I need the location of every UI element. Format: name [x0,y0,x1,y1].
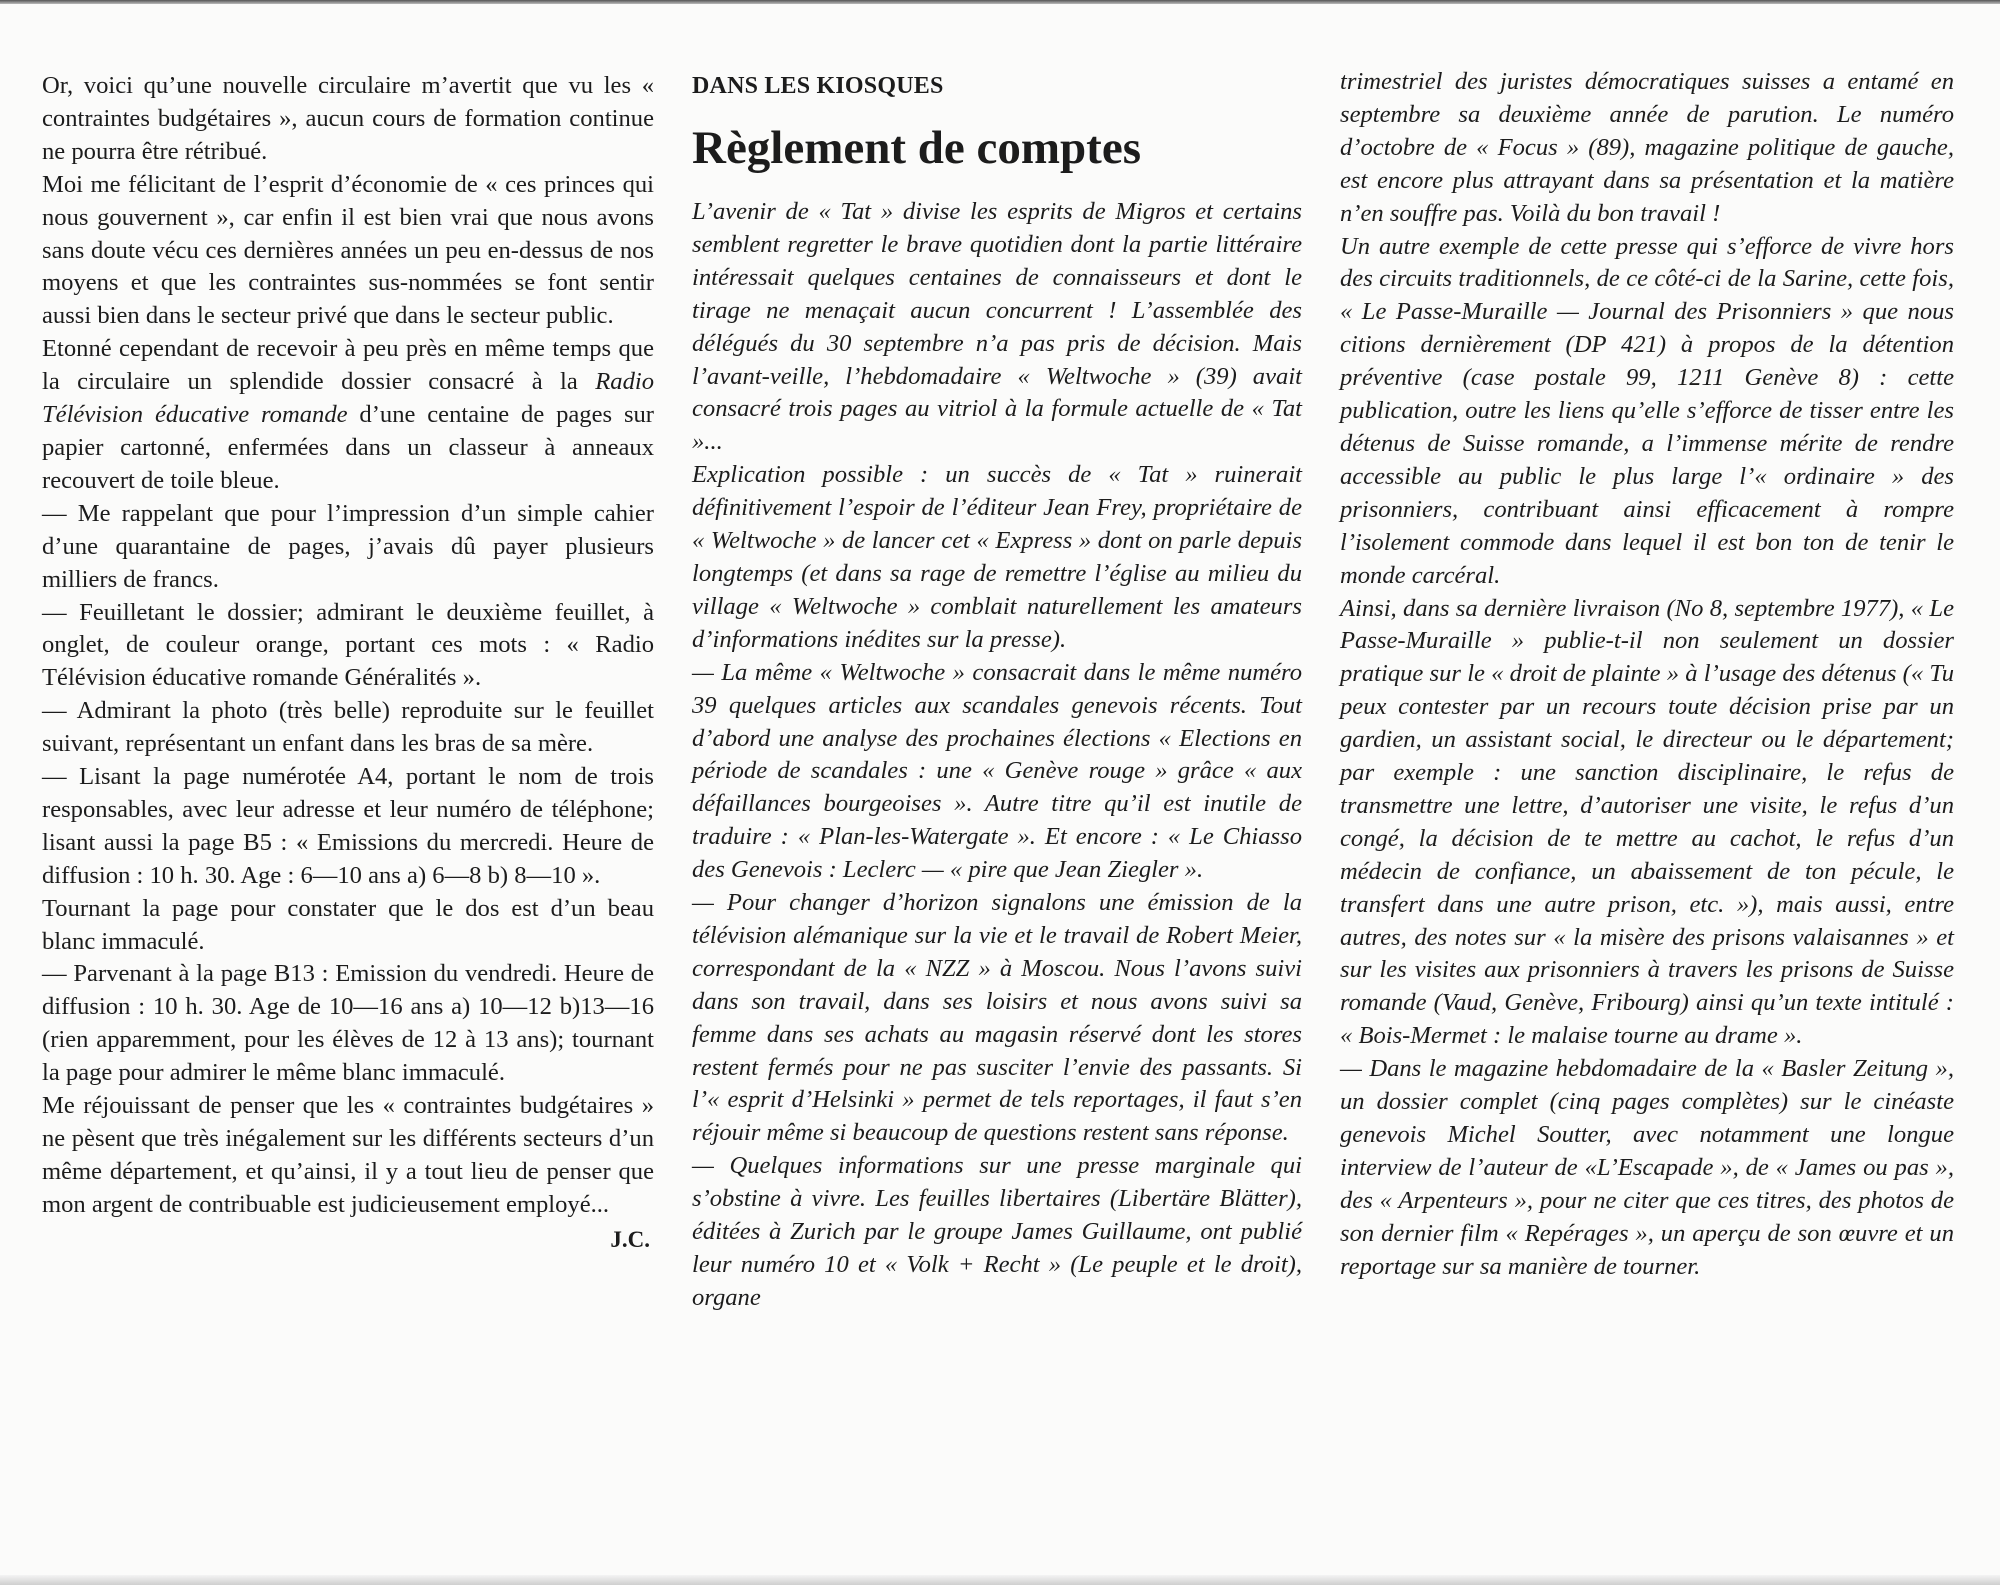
left-paragraph-10: Me réjouissant de penser que les « contraintes budgétaires » ne pèsent que très inégalement sur les différents secteurs d’un même département, et qu’ainsi, il y a tout lieu de penser que mon argent de contribuable est judicieusement employé... [42,1092,654,1218]
right-paragraph-3: Ainsi, dans sa dernière livraison (No 8, septembre 1977), « Le Passe-Muraille » publie-t-il non seulement un dossier pratique sur le « droit de plainte » à l’usage des détenus (« Tu peux contester par un recours toute décision prise par un gardien, un assistant social, le directeur ou le département; par exemple : une sanction disciplinaire, le refus de transmettre une lettre, d’autoriser une visite, le refus d’un congé, la décision de te mettre au cachot, le refus d’un médecin de confiance, un abaissement de ton pécule, le transfert dans une autre prison, etc. »), mais aussi, entre autres, des notes sur « la misère des prisons valaisannes » et sur les visites aux prisonniers à travers les prisons de Suisse romande (Vaud, Genève, Fribourg) ainsi qu’un texte intitulé : « Bois-Mermet : le malaise tourne au drame ». [1340,594,1954,1050]
left-paragraph-3-text: Etonné cependant de recevoir à peu près en même temps que la circulaire un splendide dossier consacré à la [42,335,654,396]
scan-top-edge [0,0,2000,4]
right-paragraph-4: — Dans le magazine hebdomadaire de la « Basler Zeitung », un dossier complet (cinq pages complètes) sur le cinéaste genevois Michel Soutter, avec notamment une longue interview de l’auteur de «L’Escapade », de « James ou pas », des « Arpenteurs », pour ne citer que ces titres, des photos de son dernier film « Repérages », un aperçu de son œuvre et un reportage sur sa manière de tourner. [1340,1055,1954,1280]
mid-paragraph-2: Explication possible : un succès de « Tat » ruinerait définitivement l’espoir de l’éditeur Jean Frey, propriétaire de « Weltwoche » de lancer cet « Express » dont on parle depuis longtemps (et dans sa rage de remettre l’église au milieu du village « Weltwoche » comblait naturellement les amateurs d’informations inédites sur la presse). [692,461,1302,653]
left-paragraph-3 [42,333,654,498]
left-paragraph-9: — Parvenant à la page B13 : Emission du vendredi. Heure de diffusion : 10 h. 30. Age de 10—16 ans a) 10—12 b)13—16 (rien apparemment, pour les élèves de 12 à 13 ans); tournant la page pour admirer le même blanc immaculé. [42,960,654,1087]
author-signature: J.C. [610,1226,650,1252]
article-headline: Règlement de comptes [692,122,1141,174]
mid-paragraph-1: L’avenir de « Tat » divise les esprits de Migros et certains semblent regretter le brave quotidien dont la partie littéraire intéressait quelques centaines de connaisseurs et dont le tirage ne menaçait aucun concurrent ! L’assemblée des délégués du 30 septembre n’a pas pris de décision. Mais l’avant-veille, l’hebdomadaire « Weltwoche » (39) avait consacré trois pages au vitriol à la formule actuelle de « Tat »... [692,198,1302,456]
middle-column [692,70,1302,1315]
mid-paragraph-5: — Quelques informations sur une presse marginale qui s’obstine à vivre. Les feuilles libertaires (Libertäre Blätter), éditées à Zurich par le groupe James Guillaume, ont publié leur numéro 10 et « Volk + Recht » (Le peuple et le droit), organe [692,1152,1302,1311]
right-column [1340,66,1954,1284]
left-paragraph-6: — Admirant la photo (très belle) reproduite sur le feuillet suivant, représentant un enfant dans les bras de sa mère. [42,697,654,758]
mid-paragraph-3: — La même « Weltwoche » consacrait dans le même numéro 39 quelques articles aux scandales genevois récents. Tout d’abord une analyse des prochaines élections « Elections en période de scandales : une « Genève rouge » grâce « aux défaillances bourgeoises ». Autre titre qu’il est inutile de traduire : « Plan-les-Watergate ». Et encore : « Le Chiasso des Genevois : Leclerc — « pire que Jean Ziegler ». [692,658,1302,884]
left-paragraph-2: Moi me félicitant de l’esprit d’économie de « ces princes qui nous gouvernent », car enfin il est bien vrai que nous avons sans doute vécu ces dernières années un peu en-dessus de nos moyens et que les contraintes sus-nommées se font sentir aussi bien dans le secteur privé que dans le secteur public. [42,170,654,330]
left-paragraph-8: Tournant la page pour constater que le dos est d’un beau blanc immaculé. [42,894,654,955]
left-paragraph-7: — Lisant la page numérotée A4, portant le nom de trois responsables, avec leur adresse et leur numéro de téléphone; lisant aussi la page B5 : « Emissions du mercredi. Heure de diffusion : 10 h. 30. Age : 6—10 ans a) 6—8 b) 8—10 ». [42,763,654,889]
left-paragraph-3-cont: d’une centaine de pages sur papier cartonné, enfermées dans un classeur à anneaux recouvert de toile bleue. [42,401,654,494]
left-paragraph-4: — Me rappelant que pour l’impression d’un simple cahier d’une quarantaine de pages, j’avais dû payer plusieurs milliers de francs. [42,499,654,593]
left-paragraph-5: — Feuilletant le dossier; admirant le deuxième feuillet, à onglet, de couleur orange, portant ces mots : « Radio Télévision éducative romande Généralités ». [42,598,654,692]
right-paragraph-2: Un autre exemple de cette presse qui s’efforce de vivre hors des circuits traditionnels, de ce côté-ci de la Sarine, cette fois, « Le Passe-Muraille — Journal des Prisonniers » que nous citions dernièrement (DP 421) à propos de la détention préventive (case postale 99, 1211 Genève 8) : cette publication, outre les liens qu’elle s’efforce de tisser entre les détenus de Suisse romande, a l’immense mérite de rendre accessible au public le plus large l’« ordinaire » des prisonniers, contribuant ainsi efficacement à rompre l’isolement commode dans lequel il est bon ton de tenir le monde carcéral. [1340,232,1954,589]
section-kicker: DANS LES KIOSQUES [692,73,944,99]
scan-bottom-edge [0,1575,2000,1585]
left-column [42,70,654,1257]
left-paragraph-1: Or, voici qu’une nouvelle circulaire m’avertit que vu les « contraintes budgétaires », aucun cours de formation continue ne pourra être rétribué. [42,72,654,165]
right-paragraph-1: trimestriel des juristes démocratiques suisses a entamé en septembre sa deuxième année de parution. Le numéro d’octobre de « Focus » (89), magazine politique de gauche, est encore plus attrayant dans sa présentation et la matière n’en souffre pas. Voilà du bon travail ! [1340,68,1954,227]
italic-title-rte: Radio Télévision éducative romande [42,368,654,429]
mid-paragraph-4: — Pour changer d’horizon signalons une émission de la télévision alémanique sur la vie et le travail de Robert Meier, correspondant de la « NZZ » à Moscou. Nous l’avons suivi dans son travail, dans ses loisirs et nous avons suivi sa femme dans ses achats au magasin réservé dont les stores restent fermés pour ne pas susciter l’envie des passants. Si l’« esprit d’Helsinki » permet de tels reportages, il faut s’en réjouir même si beaucoup de questions restent sans réponse. [692,889,1302,1147]
